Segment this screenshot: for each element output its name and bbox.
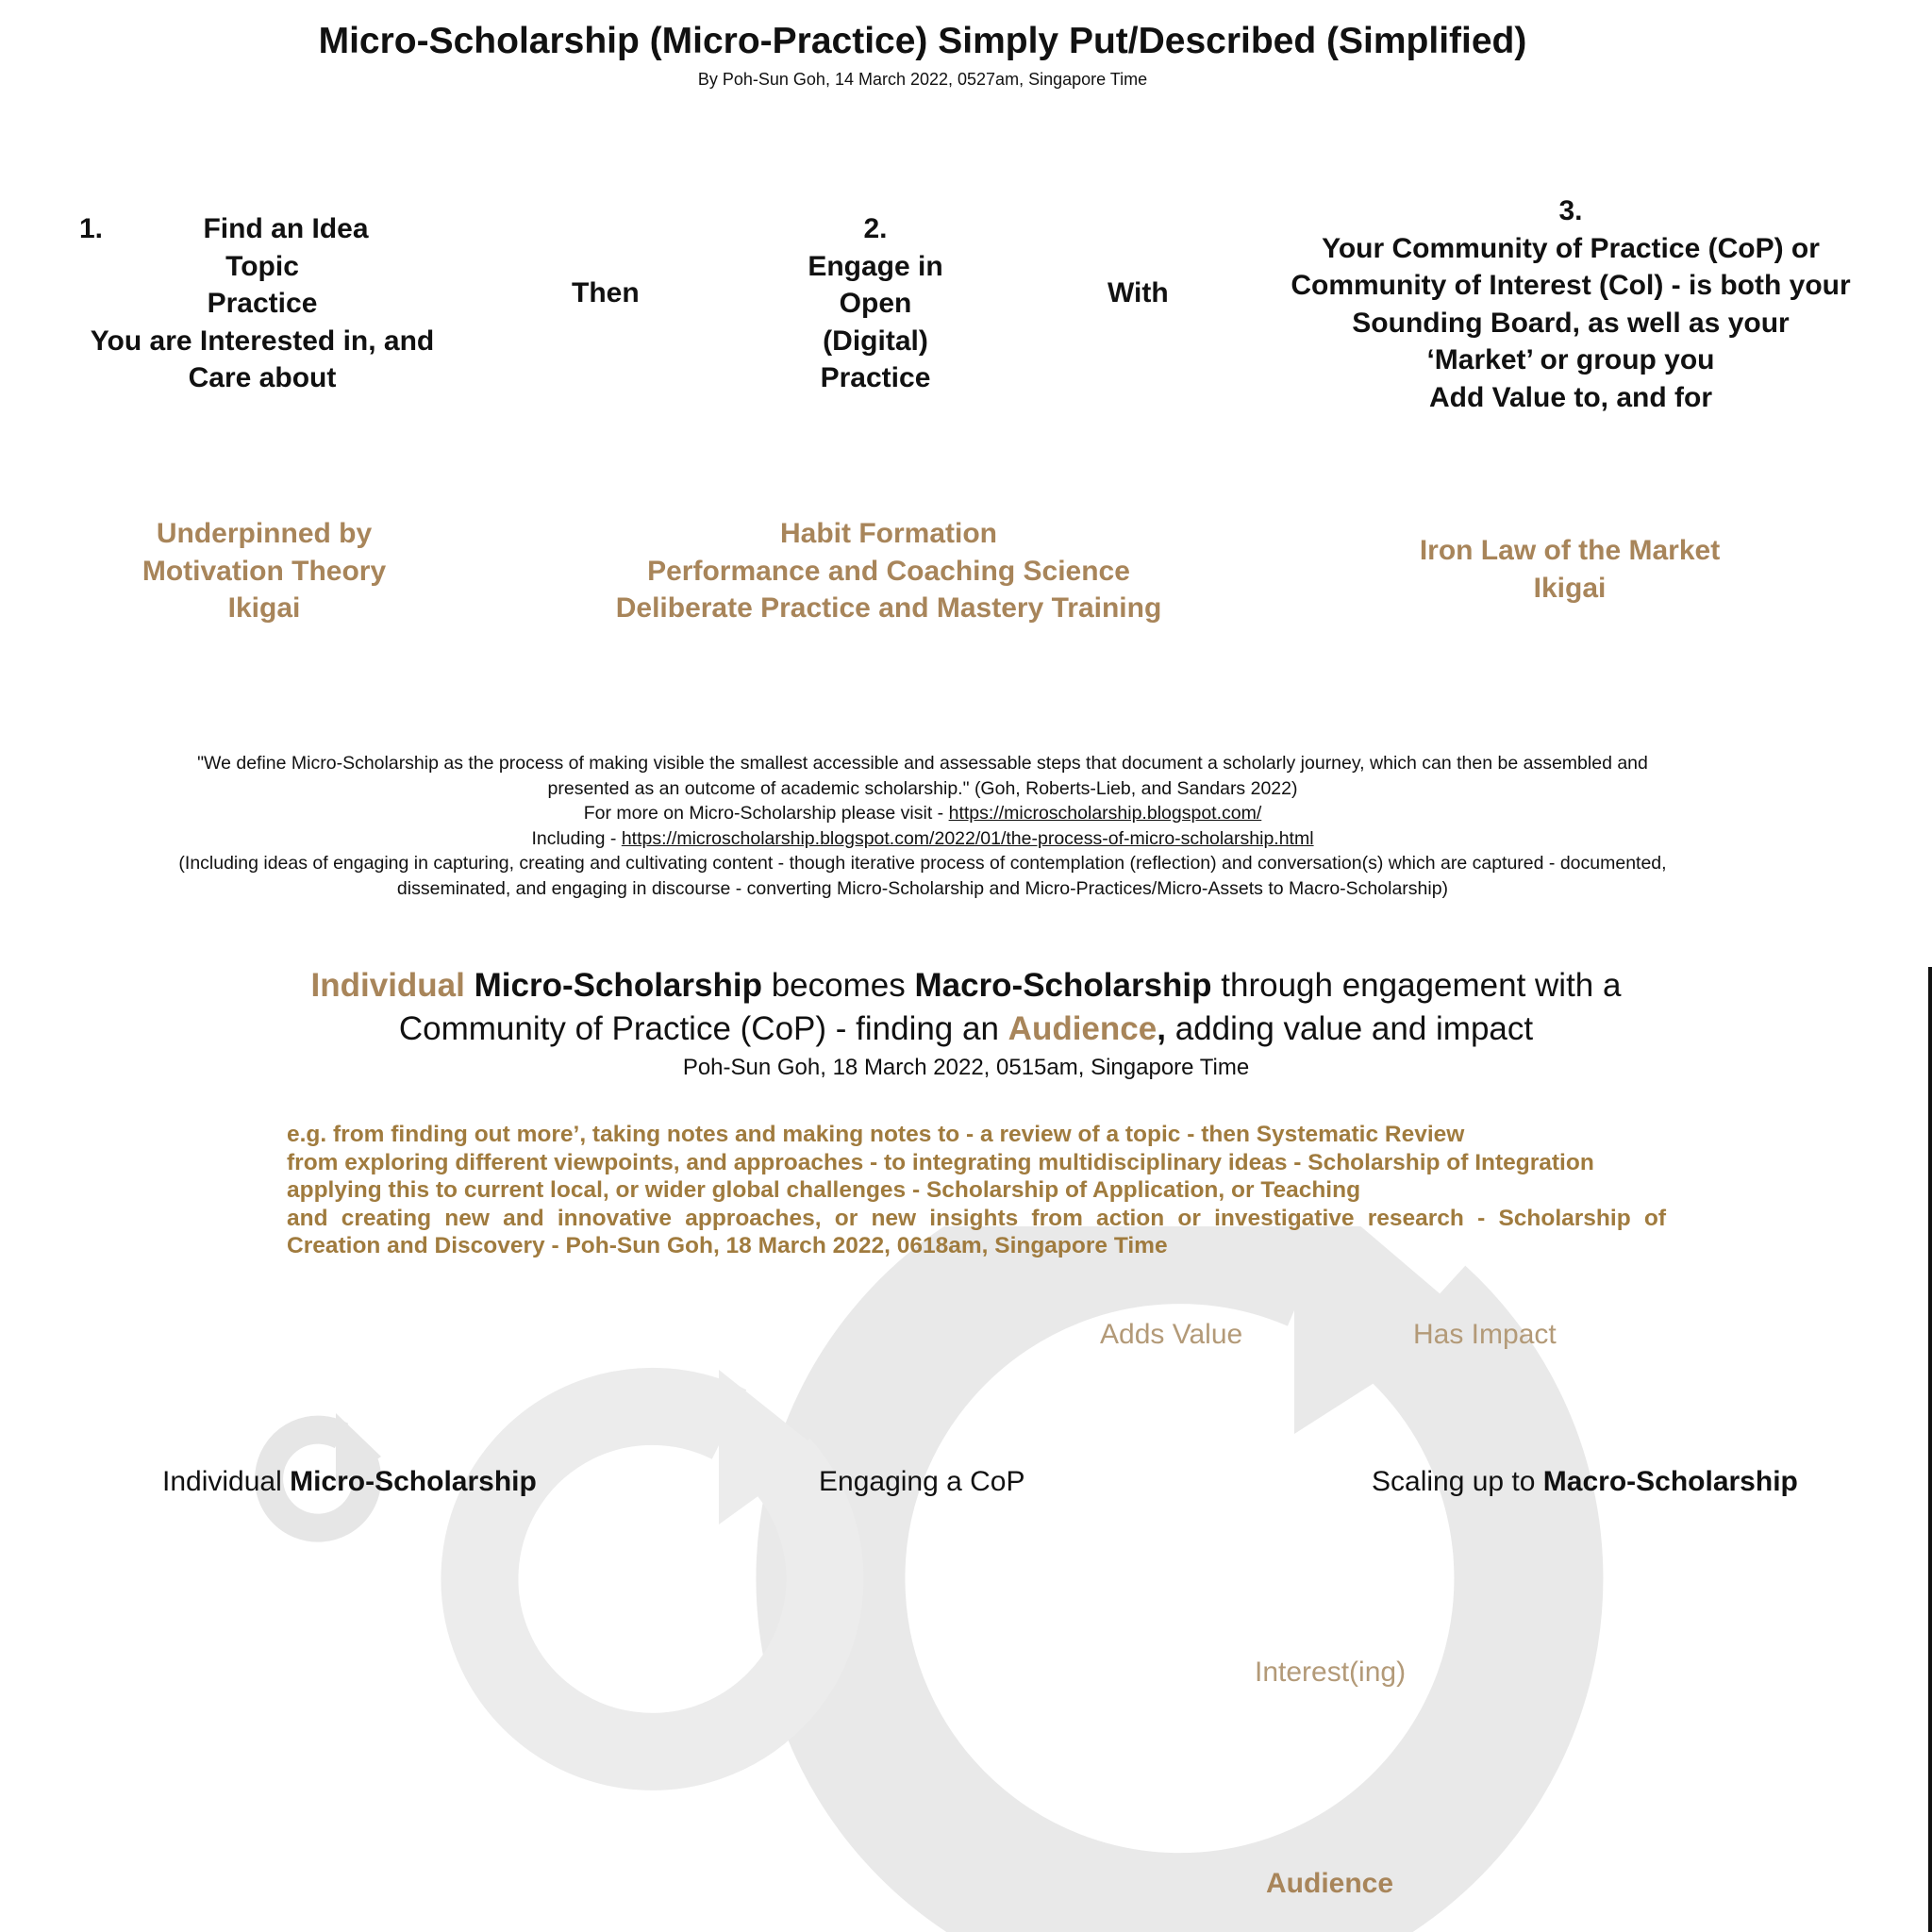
step-2-line: Open [839, 288, 912, 319]
connector-then: Then [572, 277, 640, 308]
connector-with: With [1108, 277, 1169, 308]
has-impact-label: Has Impact [1413, 1319, 1557, 1350]
adds-value-label: Adds Value [1100, 1319, 1243, 1350]
underpinning-line: Motivation Theory [142, 555, 387, 587]
headline-through: through engagement with a [1221, 967, 1622, 1004]
including-line [57, 826, 1789, 852]
page-title: Micro-Scholarship (Micro-Practice) Simply Put/Described (Simplified) [318, 21, 1527, 61]
underpinning-line: Ikigai [1533, 572, 1607, 604]
underpinning-line: Ikigai [227, 592, 301, 624]
stage-1-bold: Micro-Scholarship [290, 1466, 537, 1497]
step-1-line: Practice [207, 288, 318, 319]
including-prefix: Including - [531, 827, 622, 849]
step-3-line: Community of Interest (Col) - is both your [1291, 270, 1851, 301]
headline-line-2 [0, 1008, 1932, 1051]
underpinning-line: Performance and Coaching Science [647, 555, 1130, 587]
headline-micro: Micro-Scholarship [474, 967, 762, 1004]
underpinning-line: Deliberate Practice and Mastery Training [615, 592, 1162, 624]
more-info-line [57, 801, 1789, 826]
example-line: and creating new and innovative approaches, or new insights from action or investigative research - Scholarship of [287, 1205, 1666, 1231]
examples-paragraph [287, 1121, 1666, 1260]
step-1-text [64, 210, 460, 397]
stage-1-plain: Individual [162, 1466, 282, 1497]
headline-line-1 [0, 964, 1932, 1008]
interesting-label: Interest(ing) [1255, 1657, 1407, 1688]
headline-cop: Community of Practice (CoP) - finding an [398, 1010, 999, 1047]
step-2-line: Engage in [808, 250, 943, 282]
underpinning-line: Underpinned by [156, 518, 373, 549]
stage-individual-micro [162, 1466, 537, 1498]
step-1-line: Find an Idea [203, 213, 369, 244]
step-3-line: Add Value to, and for [1428, 381, 1712, 413]
underpinning-3 [1381, 532, 1758, 607]
quote-line: presented as an outcome of academic scholarship." (Goh, Roberts-Lieb, and Sandars 2022) [547, 777, 1298, 799]
quote-line: (Including ideas of engaging in capturing, creating and cultivating content - though iterative process of contemplation (reflection) and conversation(s) which are captured - documented, [178, 853, 1667, 874]
step-2-line: (Digital) [823, 325, 928, 357]
headline-becomes: becomes [771, 967, 906, 1004]
page-byline: By Poh-Sun Goh, 14 March 2022, 0527am, Singapore Time [697, 70, 1148, 89]
stage-scaling-macro [1372, 1466, 1798, 1498]
step-1-line: Care about [188, 362, 337, 393]
example-line: e.g. from finding out more’, taking notes and making notes to - a review of a topic - then Systematic Review [287, 1122, 1465, 1147]
headline-individual: Individual [310, 967, 465, 1004]
step-3-text [1245, 192, 1896, 416]
headline-adding: adding value and impact [1174, 1010, 1534, 1047]
quote-line: disseminated, and engaging in discourse - converting Micro-Scholarship and Micro-Practices/Micro-Assets to Macro-Scholarship) [396, 877, 1449, 899]
blog-link[interactable]: https://microscholarship.blogspot.com/ [948, 803, 1262, 824]
stage-engaging-cop: Engaging a CoP [819, 1466, 1025, 1497]
headline [0, 964, 1932, 1051]
more-info-prefix: For more on Micro-Scholarship please visit - [583, 803, 949, 824]
quote-line: "We define Micro-Scholarship as the process of making visible the smallest accessible and assessable steps that document a scholarly journey, which can then be assembled and [197, 753, 1648, 774]
step-3-line: Your Community of Practice (CoP) or [1322, 232, 1820, 264]
headline-audience: Audience [1008, 1010, 1158, 1047]
step-1-line: You are Interested in, and [90, 325, 435, 357]
stage-3-bold: Macro-Scholarship [1542, 1466, 1798, 1497]
process-article-link[interactable]: https://microscholarship.blogspot.com/2022/01/the-process-of-micro-scholarship.html [621, 827, 1314, 849]
audience-label: Audience [1266, 1868, 1394, 1899]
underpinning-1 [75, 515, 453, 627]
headline-comma: , [1157, 1010, 1166, 1047]
definition-quote [57, 751, 1789, 901]
step-3-number: 3. [1558, 195, 1583, 226]
step-1-line: Topic [225, 250, 299, 282]
step-2-line: Practice [820, 362, 931, 393]
step-1-number: 1. [79, 213, 104, 244]
underpinning-line: Habit Formation [780, 518, 997, 549]
example-line: from exploring different viewpoints, and approaches - to integrating multidisciplinary ideas - Scholarship of Integration [287, 1149, 1594, 1175]
underpinning-2 [558, 515, 1219, 627]
step-2-number: 2. [863, 213, 888, 244]
underpinning-line: Iron Law of the Market [1419, 535, 1721, 566]
scaling-diagram [0, 1226, 1932, 1932]
example-line: Creation and Discovery - Poh-Sun Goh, 18 March 2022, 0618am, Singapore Time [287, 1233, 1168, 1258]
step-2-text [734, 210, 1017, 397]
example-line: applying this to current local, or wider global challenges - Scholarship of Application, or Teaching [287, 1177, 1361, 1203]
step-3-line: ‘Market’ or group you [1426, 344, 1715, 375]
stage-3-plain: Scaling up to [1372, 1466, 1536, 1497]
step-3-line: Sounding Board, as well as your [1352, 307, 1790, 339]
headline-byline: Poh-Sun Goh, 18 March 2022, 0515am, Singapore Time [682, 1055, 1250, 1080]
headline-macro: Macro-Scholarship [914, 967, 1212, 1004]
